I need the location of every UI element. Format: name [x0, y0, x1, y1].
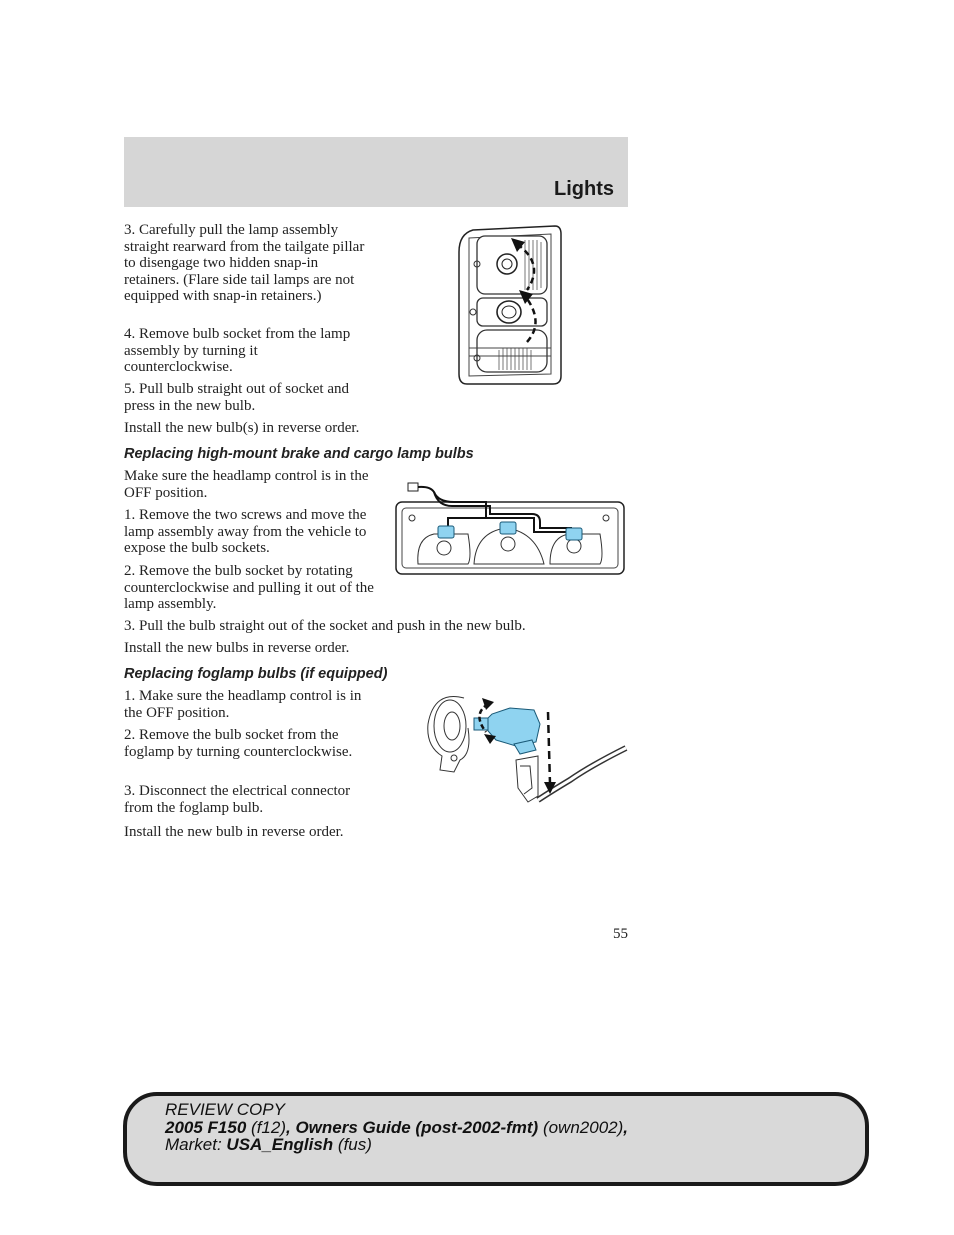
- step-4-paragraph: 4. Remove bulb socket from the lamp assembly by turning it counterclockwise.: [124, 326, 351, 375]
- fog-step-1-paragraph: 1. Make sure the headlamp control is in the OFF position.: [124, 688, 362, 721]
- footer-text: [165, 1101, 628, 1154]
- section-title: Lights: [554, 178, 614, 200]
- step-2-paragraph: 2. Remove the bulb socket by rotating counterclockwise and pulling it out of the lamp assembly.: [124, 563, 374, 612]
- install-paragraph-3: Install the new bulb in reverse order.: [124, 824, 344, 840]
- high-mount-lamp-illustration: [394, 478, 626, 578]
- fog-step-3-paragraph: 3. Disconnect the electrical connector from the foglamp bulb.: [124, 783, 351, 816]
- footer-market-line: Market: USA_English (fus): [165, 1135, 372, 1154]
- foglamp-heading: Replacing foglamp bulbs (if equipped): [124, 666, 388, 682]
- step-1-paragraph: 1. Remove the two screws and move the lamp assembly away from the vehicle to expose the bulb sockets.: [124, 507, 367, 556]
- footer-model-line: 2005 F150 (f12), Owners Guide (post-2002-fmt) (own2002),: [165, 1117, 628, 1137]
- section-header-band: [124, 137, 628, 207]
- tail-lamp-illustration: [455, 224, 565, 386]
- foglamp-illustration: [420, 684, 630, 812]
- review-copy-label: REVIEW COPY: [165, 1100, 285, 1119]
- install-paragraph-2: Install the new bulbs in reverse order.: [124, 640, 350, 656]
- review-footer: [123, 1092, 869, 1186]
- step-3-paragraph: 3. Carefully pull the lamp assembly straight rearward from the tailgate pillar to disengage two hidden snap-in retainers. (Flare side tail lamps are not equipped with snap-in retainers.): [124, 222, 365, 304]
- fog-step-2-paragraph: 2. Remove the bulb socket from the foglamp by turning counterclockwise.: [124, 727, 353, 760]
- step-5-paragraph: 5. Pull bulb straight out of socket and press in the new bulb.: [124, 381, 349, 414]
- high-mount-heading: Replacing high-mount brake and cargo lamp bulbs: [124, 446, 474, 462]
- headlamp-off-paragraph: Make sure the headlamp control is in the OFF position.: [124, 468, 369, 501]
- step-3b-paragraph: 3. Pull the bulb straight out of the socket and push in the new bulb.: [124, 618, 526, 634]
- page-number: 55: [613, 926, 628, 942]
- install-paragraph-1: Install the new bulb(s) in reverse order.: [124, 420, 360, 436]
